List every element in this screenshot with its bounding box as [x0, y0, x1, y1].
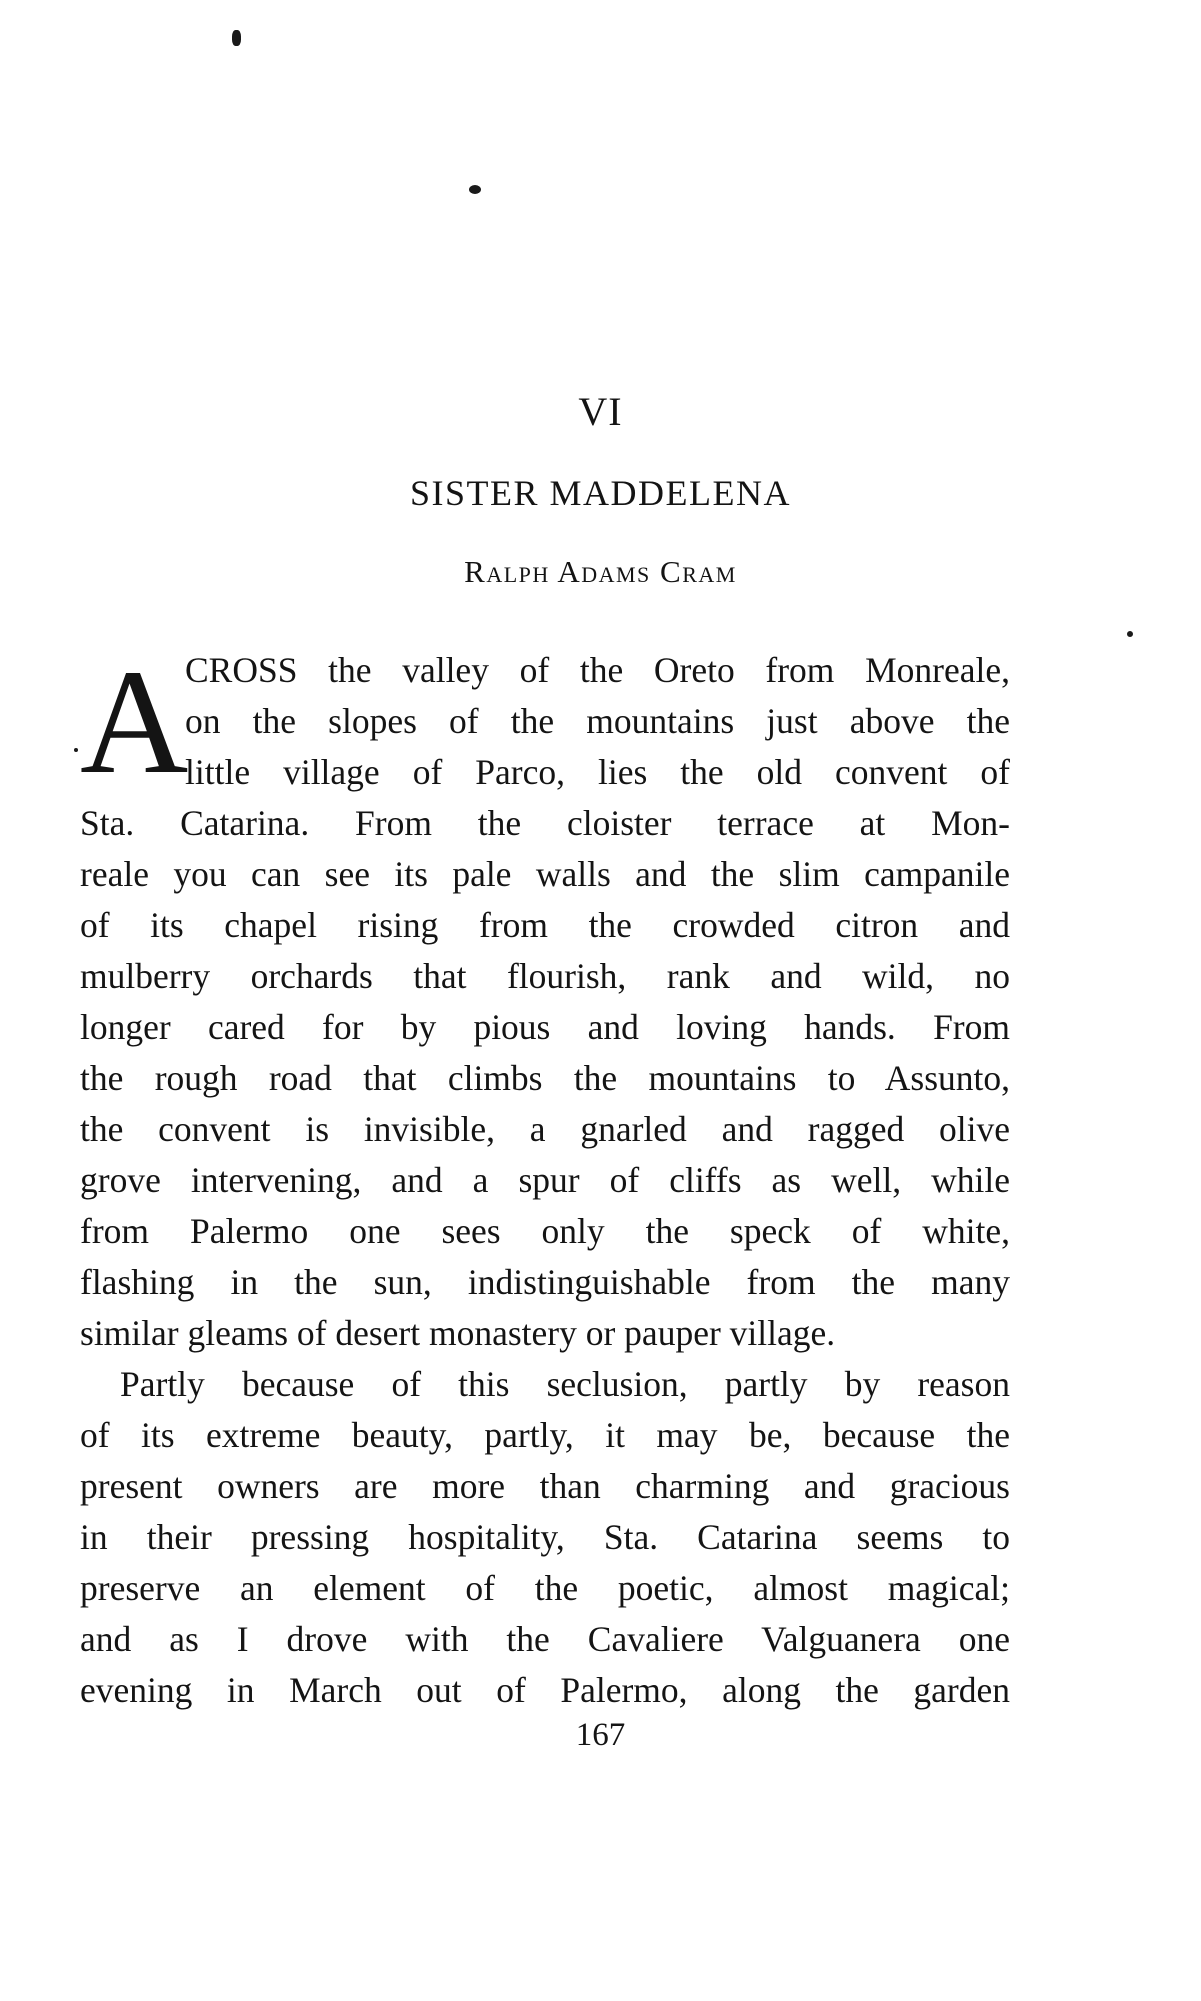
text-line: mulberry orchards that flourish, rank and wild, no [80, 956, 1010, 996]
text-line: the convent is invisible, a gnarled and ragged olive [80, 1109, 1010, 1149]
text-line: little village of Parco, lies the old convent of [185, 752, 1010, 792]
text-line: and as I drove with the Cavaliere Valguanera one [80, 1619, 1010, 1659]
text-line: preserve an element of the poetic, almost magical; [80, 1568, 1010, 1608]
text-line: Partly because of this seclusion, partly by reason [120, 1364, 1010, 1404]
body-text [80, 639, 1010, 1716]
paragraph [80, 639, 1010, 1359]
text-line: of its extreme beauty, partly, it may be, because the [80, 1415, 1010, 1455]
text-line: grove intervening, and a spur of cliffs as well, while [80, 1160, 1010, 1200]
text-line: reale you can see its pale walls and the slim campanile [80, 854, 1010, 894]
page-number: 167 [575, 1717, 626, 1753]
text-line: CROSS the valley of the Oreto from Monreale, [185, 650, 1010, 690]
chapter-author: Ralph Adams Cram [464, 554, 737, 589]
text-line: flashing in the sun, indistinguishable from the many [80, 1262, 1010, 1302]
text-line: evening in March out of Palermo, along the garden [80, 1670, 1010, 1710]
chapter-number: VI [578, 389, 623, 434]
text-line: from Palermo one sees only the speck of white, [80, 1211, 1010, 1251]
text-line: longer cared for by pious and loving hands. From [80, 1007, 1010, 1047]
text-line: in their pressing hospitality, Sta. Catarina seems to [80, 1517, 1010, 1557]
text-line: similar gleams of desert monastery or pauper village. [80, 1313, 836, 1353]
ink-speck [469, 185, 481, 194]
text-line: of its chapel rising from the crowded citron and [80, 905, 1010, 945]
ink-speck [1127, 631, 1133, 637]
text-line: the rough road that climbs the mountains to Assunto, [80, 1058, 1010, 1098]
paragraph [80, 1359, 1010, 1716]
ink-speck [74, 748, 78, 752]
drop-cap: A [80, 639, 189, 805]
text-line: on the slopes of the mountains just above the [185, 701, 1010, 741]
text-line: Sta. Catarina. From the cloister terrace at Mon- [80, 803, 1010, 843]
text-line: present owners are more than charming and gracious [80, 1466, 1010, 1506]
chapter-title: SISTER MADDELENA [410, 473, 791, 513]
ink-speck [232, 30, 241, 46]
